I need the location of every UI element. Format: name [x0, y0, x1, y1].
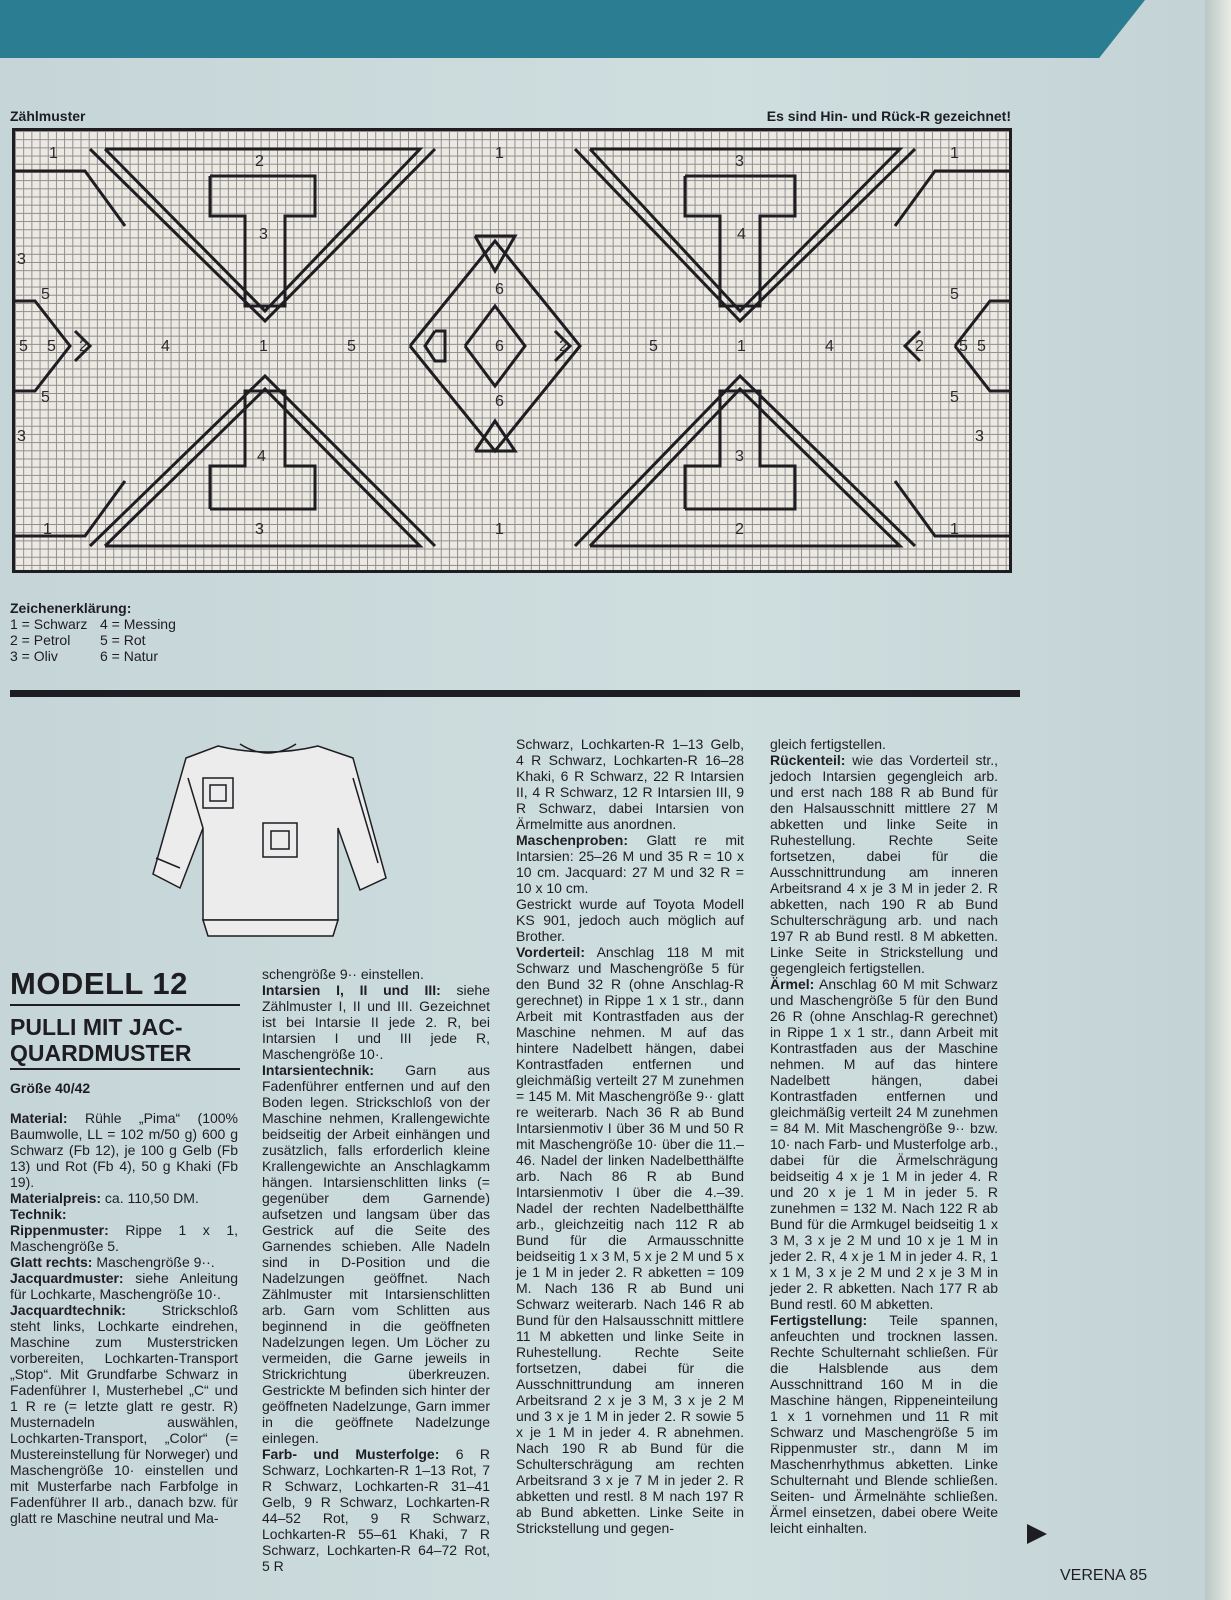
chart-number: 2 [735, 521, 744, 538]
chart-number: 3 [735, 448, 744, 465]
chart-number: 1 [259, 338, 268, 355]
chart-note: Es sind Hin- und Rück-R gezeichnet! [766, 108, 1011, 124]
chart-number: 5 [47, 338, 56, 355]
label: Intarsientechnik: [262, 1062, 375, 1078]
chart-number: 1 [950, 521, 959, 538]
text-column-1 [10, 1110, 238, 1526]
label: Vorderteil: [516, 944, 585, 960]
chart-number: 3 [255, 521, 264, 538]
sweater-illustration [148, 738, 388, 943]
chart-number: 1 [43, 521, 52, 538]
paragraph: 6 R Schwarz, Lochkarten-R 1–13 Rot, 7 R Schwarz, Lochkarten-R 31–41 Gelb, 9 R Schwarz, Lochkarten-R 44–52 Rot, 9 R Schwarz, Lochkarten-R 55–61 Khaki, 7 R Schwarz, Lochkarten-R 64–72 Rot, 5 R [262, 1446, 490, 1574]
section-divider [10, 690, 1020, 697]
label: Maschenproben: [516, 832, 629, 848]
paragraph: Glatt re mit Intarsien: 25–26 M und 35 R = 10 x 10 cm. Jacquard: 27 M und 32 R = 10 x 10 cm. [516, 832, 744, 896]
legend [10, 600, 220, 664]
chart-number: 1 [737, 338, 746, 355]
chart-number: 1 [495, 145, 504, 162]
paragraph: Anschlag 60 M mit Schwarz und Maschengröße 5 für den Bund 26 R (ohne Anschlag-R gerechnet) in Rippe 1 x 1 str., dann Arbeit mit Kontrastfaden aus der Maschine nehmen. M auf das hintere Nadelbett hängen, dabei Kontrastfaden entfernen und gleichmäßig verteilt 24 M zunehmen = 84 M. Mit Maschengröße 9·· bzw. 10· nach Farb- und Musterfolge arb., dabei für die Ärmelschrägung beidseitig 4 x je 1 M in jeder 4. R und 20 x je 1 M in jeder 5. R zunehmen = 132 M. Nach 122 R ab Bund für die Armkugel beidseitig 1 x 3 M, 3 x je 2 M und 10 x je 1 M in jeder 2. R, 4 x je 1 M in jeder 4. R, 1 x 1 M, 3 x je 2 M und 2 x je 3 M in jeder 2. R abketten. Nach 177 R ab Bund restl. 60 M abketten. [770, 976, 999, 1312]
paragraph: Teile spannen, anfeuchten und trocknen lassen. Rechte Schulternaht schließen. Für die Halsblende aus dem Ausschnittrand 160 M in die Maschine hängen, Rippeneinteilung 1 x 1 vornehmen und 11 R mit Schwarz und Maschengröße 5 im Rippenmuster str., dann M im Maschenrhythmus abketten. Linke Schulternaht und Blende schließen. Seiten- und Ärmelnähte schließen. Ärmel einsetzen, dabei obere Weite leicht einhalten. [770, 1312, 998, 1536]
chart-number: 2 [915, 338, 924, 355]
text-column-3 [516, 736, 744, 1536]
paragraph: siehe Anleitung für Lochkarte, Maschengröße 10·. [10, 1270, 238, 1302]
chart-number: 5 [950, 389, 959, 406]
paragraph: gleich fertigstellen. [770, 736, 886, 752]
chart-number: 4 [825, 338, 834, 355]
paragraph: Anschlag 118 M mit Schwarz und Maschengröße 5 für den Bund 32 R (ohne Anschlag-R gerechnet) in Rippe 1 x 1 str., dann Arbeit mit Kontrastfaden aus der Maschine nehmen. M auf das hintere Nadelbett hängen, dabei Kontrastfaden entfernen und gleichmäßig verteilt 27 M zunehmen = 145 M. Mit Maschengröße 9·· glatt re weiterarb. Nach 36 R ab Bund Intarsienmotiv I über 36 M und 50 R mit Maschengröße 10· über die 11.–46. Nadel der linken Nadelbetthälfte arb. Nach 86 R ab Bund Intarsienmotiv I über die 4.–39. Nadel der rechten Nadelbetthälfte arb., gleichzeitig nach 112 R ab Bund für die Armausschnitte beidseitig 1 x 3 M, 5 x je 2 M und 5 x je 1 M in jeder 2. R abketten = 109 M. Nach 136 R ab Bund uni Schwarz weiterarb. Nach 146 R ab Bund für den Halsausschnitt mittlere 11 M abketten und linke Seite in Ruhestellung. Rechte Seite fortsetzen, dabei für die Ausschnittrundung am inneren Arbeitsrand 2 x je 3 M, 3 x je 2 M und 3 x je 1 M in jeder 2. R sowie 5 x je 1 M in jeder 4. R abnehmen. Nach 190 R ab Bund für die Schulterschrägung am rechten Arbeitsrand 3 x je 7 M in jeder 2. R abketten und restl. 8 M nach 197 R ab Bund abketten. Linke Seite in Strickstellung und gegen- [516, 944, 744, 1536]
chart-number: 3 [735, 153, 744, 170]
label: Ärmel: [770, 976, 815, 992]
header-color-band [0, 0, 1145, 58]
chart-number: 3 [17, 251, 26, 268]
chart-number: 5 [959, 338, 968, 355]
knitting-chart [12, 128, 1012, 573]
model-number: MODELL 12 [10, 966, 240, 1006]
chart-number: 6 [495, 393, 504, 410]
page-spine [1205, 0, 1231, 1600]
label: Jacquardmuster: [10, 1270, 124, 1286]
chart-number: 1 [495, 521, 504, 538]
chart-number: 1 [950, 145, 959, 162]
chart-number: 3 [975, 428, 984, 445]
chart-number: 6 [495, 338, 504, 355]
chart-number: 5 [950, 286, 959, 303]
paragraph: schengröße 9·· einstellen. [262, 966, 424, 982]
legend-item: 3 = Oliv [10, 648, 58, 664]
legend-item: 4 = Messing [100, 616, 176, 632]
paragraph: wie das Vorderteil str., jedoch Intarsien gegengleich arb. und erst nach 188 R ab Bund für den Halsausschnitt mittlere 27 M abketten und linke Seite in Ruhestellung. Rechte Seite fortsetzen, dabei für die Ausschnittrundung am inneren Arbeitsrand 4 x je 3 M in jeder 2. R abketten, nach 190 R ab Bund Schulterschrägung arb. und nach 197 R ab Bund restl. 8 M abketten. Linke Seite in Strickstellung und gegengleich fertigstellen. [770, 752, 998, 976]
model-heading [10, 966, 240, 1096]
chart-number: 5 [19, 338, 28, 355]
paragraph: Strickschloß steht links, Lochkarte eindrehen, Maschine zum Musterstricken vorbereiten, Lochkarten-Transport „Stop“. Mit Grundfarbe Schwarz in Fadenführer I, Musterhebel „C“ und 1 R re (= letzte glatt re gestr. R) Musternadeln auswählen, Lochkarten-Transport, „Color“ (= Mustereinstellung für Norweger) und Maschengröße 10· einstellen und mit Musterfarbe nach Farbfolge in Fadenführer II arb., danach bzw. für glatt re Maschine neutral und Ma- [10, 1302, 238, 1526]
chart-number: 5 [347, 338, 356, 355]
chart-number: 5 [977, 338, 986, 355]
paragraph: Rippe 1 x 1, Maschengröße 5. [10, 1222, 238, 1254]
text-column-2 [262, 966, 490, 1574]
label: Technik: [10, 1206, 67, 1222]
label: Intarsien I, II und III: [262, 982, 441, 998]
continue-arrow-icon [1027, 1524, 1047, 1544]
paragraph: Schwarz, Lochkarten-R 1–13 Gelb, 4 R Schwarz, Lochkarten-R 16–28 Khaki, 6 R Schwarz, 22 R Intarsien II, 4 R Schwarz, 12 R Intarsien III, 9 R Schwarz, dabei Intarsien von Ärmelmitte aus anordnen. [516, 736, 744, 832]
chart-number: 1 [49, 145, 58, 162]
label: Farb- und Musterfolge: [262, 1446, 440, 1462]
chart-number: 5 [41, 389, 50, 406]
label: Fertigstellung: [770, 1312, 868, 1328]
paragraph: Garn aus Fadenführer entfernen und auf den Boden legen. Strickschloß von der Maschine nehmen, Krallengewichte beidseitig der Arbeit einhängen und zusätzlich, falls erforderlich kleine Krallengewichte an Anschlagkamm hängen. Intarsienschlitten links (= gegenüber dem Garnende) aufsetzen und langsam über das Gestrick auf die Seite des Garnendes schieben. Alle Nadeln sind in D-Position und die Nadelzungen geöffnet. Nach Zählmuster mit Intarsienschlitten arb. Garn vom Schlitten aus beginnend in die geöffneten Nadelzungen legen. Um Löcher zu vermeiden, die Garne jeweils in Strickrichtung überkreuzen. Gestrickte M befinden sich hinter der geöffneten Nadelzunge, Garn immer in die geöffnete Nadelzunge einlegen. [262, 1062, 490, 1446]
label: Jacquardtechnik: [10, 1302, 126, 1318]
page-folio: VERENA 85 [1060, 1567, 1148, 1584]
label: Glatt rechts: [10, 1254, 93, 1270]
paragraph: Gestrickt wurde auf Toyota Modell KS 901, jedoch auch möglich auf Brother. [516, 896, 744, 944]
chart-number: 6 [495, 281, 504, 298]
label: Materialpreis: [10, 1190, 102, 1206]
chart-number: 2 [559, 338, 568, 355]
legend-title: Zeichenerklärung: [10, 600, 132, 616]
text-column-4 [770, 736, 998, 1536]
chart-number: 4 [161, 338, 170, 355]
chart-number: 3 [17, 428, 26, 445]
legend-item: 6 = Natur [100, 648, 158, 664]
paragraph: Rühle „Pima“ (100% Baumwolle, LL = 102 m/50 g) 600 g Schwarz (Fb 12), je 100 g Gelb (Fb 13) und Rot (Fb 4), 50 g Khaki (Fb 19). [10, 1110, 238, 1190]
label: Material: [10, 1110, 68, 1126]
chart-number: 5 [41, 286, 50, 303]
model-title: PULLI MIT JAC-QUARDMUSTER [10, 1014, 240, 1070]
legend-item: 5 = Rot [100, 632, 146, 648]
label: Rippenmuster: [10, 1222, 109, 1238]
chart-number: 4 [257, 448, 266, 465]
paragraph: ca. 110,50 DM. [101, 1190, 199, 1206]
paragraph: Maschengröße 9··. [92, 1254, 215, 1270]
chart-title: Zählmuster [10, 108, 86, 124]
chart-number: 2 [255, 153, 264, 170]
chart-number: 4 [737, 226, 746, 243]
model-size: Größe 40/42 [10, 1080, 91, 1096]
legend-item: 2 = Petrol [10, 632, 71, 648]
label: Rückenteil: [770, 752, 846, 768]
chart-number: 2 [79, 338, 88, 355]
paragraph: siehe Zählmuster I, II und III. Gezeichnet ist bei Intarsie II jede 2. R, bei Intarsien I und III jede R, Maschengröße 10·. [262, 982, 490, 1062]
legend-item: 1 = Schwarz [10, 616, 88, 632]
chart-number: 5 [649, 338, 658, 355]
chart-number: 3 [259, 226, 268, 243]
